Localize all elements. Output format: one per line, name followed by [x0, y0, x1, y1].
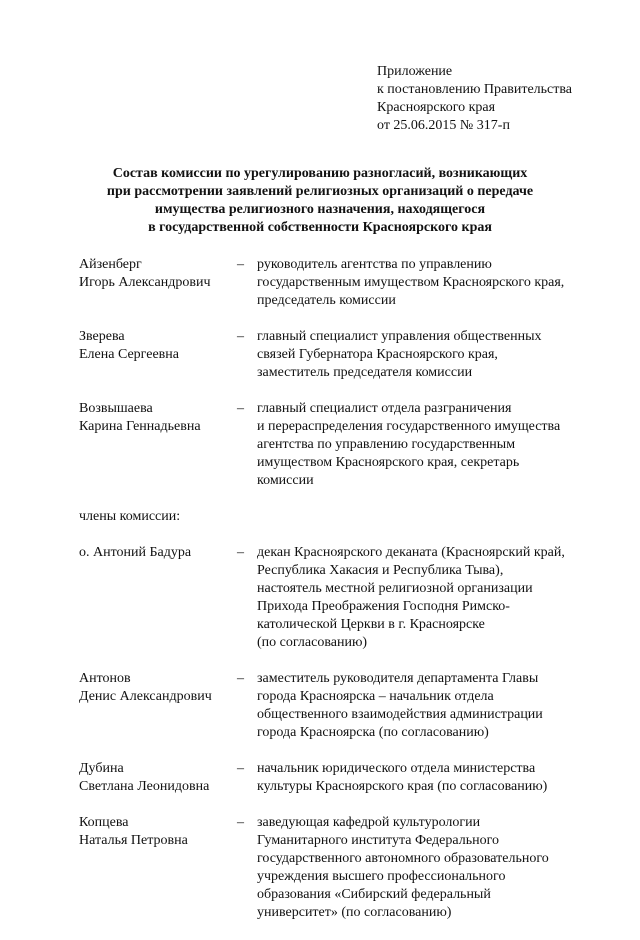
dash-separator: –	[237, 671, 244, 686]
member-name	[79, 544, 237, 652]
member-role	[257, 400, 599, 490]
role-line: Прихода Преображения Господня Римско-	[257, 599, 510, 614]
role-line: города Красноярска – начальник отдела	[257, 689, 494, 704]
role-line: заведующая кафедрой культурологии	[257, 815, 481, 830]
dash-separator: –	[237, 761, 244, 776]
role-line: декан Красноярского деканата (Красноярский край,	[257, 545, 565, 560]
member-surname: Айзенберг	[79, 257, 142, 272]
member-surname: Зверева	[79, 329, 125, 344]
commission-row	[79, 256, 599, 310]
role-line: председатель комиссии	[257, 293, 396, 308]
commission-list	[79, 256, 599, 940]
commission-row	[79, 760, 599, 796]
role-line: Гуманитарного института Федерального	[257, 833, 499, 848]
member-name	[79, 256, 237, 310]
role-line: главный специалист управления общественных	[257, 329, 542, 344]
title-line: имущества религиозного назначения, находящегося	[154, 202, 486, 217]
role-line: города Красноярска (по согласованию)	[257, 725, 489, 740]
role-line: культуры Красноярского края (по согласованию)	[257, 779, 548, 794]
member-surname: Антонов	[79, 671, 131, 686]
role-line: (по согласованию)	[257, 635, 368, 650]
commission-row	[79, 328, 599, 382]
member-name	[79, 760, 237, 796]
role-line: католической Церкви в г. Красноярске	[257, 617, 485, 632]
member-given-name: Наталья Петровна	[79, 833, 188, 848]
role-line: начальник юридического отдела министерства	[257, 761, 536, 776]
member-role	[257, 760, 599, 796]
title-line: в государственной собственности Красноярского края	[148, 220, 492, 235]
role-line: связей Губернатора Красноярского края,	[257, 347, 498, 362]
title-line: при рассмотрении заявлений религиозных организаций о передаче	[106, 184, 534, 199]
member-role	[257, 814, 599, 922]
dash-separator: –	[237, 257, 244, 272]
appendix-line: Красноярского края	[377, 100, 496, 115]
commission-row	[79, 670, 599, 742]
role-line: руководитель агентства по управлению	[257, 257, 492, 272]
role-line: государственного автономного образовательного	[257, 851, 549, 866]
appendix-line: от 25.06.2015 № 317-п	[377, 118, 510, 133]
appendix-line: к постановлению Правительства	[377, 82, 573, 97]
role-line: заместитель председателя комиссии	[257, 365, 473, 380]
role-line: агентства по управлению государственным	[257, 437, 516, 452]
members-section-label: члены комиссии:	[79, 509, 181, 524]
member-role	[257, 328, 599, 382]
member-name	[79, 328, 237, 382]
role-line: Республика Хакасия и Республика Тыва),	[257, 563, 504, 578]
member-name	[79, 814, 237, 922]
member-name	[79, 670, 237, 742]
document-title	[60, 165, 580, 237]
role-line: и перераспределения государственного имущества	[257, 419, 561, 434]
member-role	[257, 670, 599, 742]
dash-separator: –	[237, 545, 244, 560]
role-line: университет» (по согласованию)	[257, 905, 452, 920]
member-surname: Дубина	[79, 761, 124, 776]
member-given-name: Игорь Александрович	[79, 275, 211, 290]
dash-separator: –	[237, 815, 244, 830]
commission-row	[79, 400, 599, 490]
appendix-line: Приложение	[377, 64, 453, 79]
member-surname: Копцева	[79, 815, 129, 830]
role-line: государственным имуществом Красноярского края,	[257, 275, 565, 290]
role-line: образования «Сибирский федеральный	[257, 887, 491, 902]
role-line: имуществом Красноярского края, секретарь	[257, 455, 520, 470]
role-line: учреждения высшего профессионального	[257, 869, 506, 884]
member-given-name: Денис Александрович	[79, 689, 212, 704]
dash-separator: –	[237, 401, 244, 416]
member-full-name: о. Антоний Бадура	[79, 545, 192, 560]
role-line: общественного взаимодействия администрации	[257, 707, 543, 722]
member-surname: Возвышаева	[79, 401, 153, 416]
role-line: главный специалист отдела разграничения	[257, 401, 512, 416]
member-given-name: Елена Сергеевна	[79, 347, 179, 362]
dash-separator: –	[237, 329, 244, 344]
role-line: настоятель местной религиозной организации	[257, 581, 533, 596]
member-given-name: Светлана Леонидовна	[79, 779, 210, 794]
appendix-header	[377, 63, 572, 135]
member-given-name: Карина Геннадьевна	[79, 419, 201, 434]
role-line: заместитель руководителя департамента Главы	[257, 671, 539, 686]
member-role	[257, 544, 599, 652]
commission-row	[79, 814, 599, 922]
commission-row	[79, 544, 599, 652]
title-line: Состав комиссии по урегулированию разногласий, возникающих	[112, 166, 528, 181]
member-role	[257, 256, 599, 310]
role-line: комиссии	[257, 473, 314, 488]
member-name	[79, 400, 237, 490]
